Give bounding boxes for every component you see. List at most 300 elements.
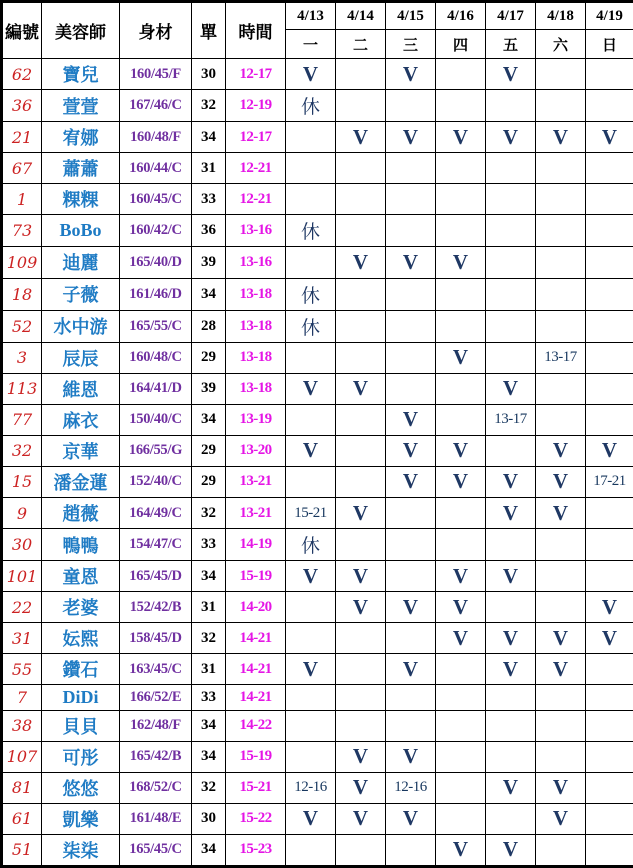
work-hours: 13-19 [226,404,286,435]
table-row [2,529,633,561]
figure-stats: 160/48/F [120,122,192,153]
unit-count: 31 [192,654,226,685]
table-row [2,466,633,497]
beautician-name: DiDi [42,685,120,710]
schedule-cell [286,710,336,741]
figure-stats: 161/46/D [120,278,192,310]
schedule-cell [386,834,436,866]
schedule-cell: 12-16 [286,772,336,803]
work-hours: 14-21 [226,623,286,654]
unit-count: 34 [192,404,226,435]
header-weekday-4: 四 [436,30,486,59]
work-hours: 13-18 [226,373,286,404]
schedule-cell: V [436,623,486,654]
schedule-cell [586,834,633,866]
header-weekday-7: 日 [586,30,633,59]
work-hours: 12-17 [226,122,286,153]
schedule-cell [286,153,336,184]
schedule-cell: 休 [286,215,336,247]
schedule-cell [386,184,436,215]
work-hours: 14-21 [226,654,286,685]
table-body [2,59,633,867]
schedule-cell [386,561,436,592]
header-beautician: 美容師 [42,2,120,59]
table-row [2,772,633,803]
schedule-cell: V [486,373,536,404]
table-row [2,278,633,310]
unit-count: 36 [192,215,226,247]
beautician-name: 麻衣 [42,404,120,435]
unit-count: 30 [192,59,226,90]
schedule-cell [436,310,486,342]
figure-stats: 165/55/C [120,310,192,342]
schedule-cell [586,654,633,685]
schedule-cell [486,592,536,623]
header-id: 編號 [2,2,42,59]
schedule-cell: V [286,654,336,685]
table-row [2,122,633,153]
table-row [2,623,633,654]
schedule-cell [436,404,486,435]
schedule-cell [486,342,536,373]
beautician-id: 30 [2,529,42,561]
beautician-id: 113 [2,373,42,404]
schedule-cell [286,184,336,215]
schedule-cell [336,215,386,247]
schedule-cell [536,373,586,404]
table-row [2,741,633,772]
unit-count: 31 [192,153,226,184]
beautician-id: 32 [2,435,42,466]
work-hours: 13-16 [226,215,286,247]
schedule-cell: V [486,654,536,685]
schedule-cell [336,623,386,654]
schedule-cell: V [586,435,633,466]
schedule-cell: V [436,561,486,592]
schedule-cell [386,498,436,529]
beautician-id: 38 [2,710,42,741]
schedule-cell [486,710,536,741]
schedule-cell [486,741,536,772]
schedule-cell [536,184,586,215]
schedule-cell: V [486,59,536,90]
work-hours: 12-21 [226,153,286,184]
schedule-cell [286,466,336,497]
schedule-cell: V [536,803,586,834]
schedule-cell [436,741,486,772]
figure-stats: 160/48/C [120,342,192,373]
schedule-cell: 13-17 [486,404,536,435]
schedule-cell: V [436,342,486,373]
unit-count: 32 [192,623,226,654]
schedule-cell [386,278,436,310]
beautician-id: 77 [2,404,42,435]
schedule-cell [336,654,386,685]
work-hours: 14-21 [226,685,286,710]
schedule-cell [386,310,436,342]
work-hours: 15-23 [226,834,286,866]
schedule-cell [336,466,386,497]
beautician-id: 61 [2,803,42,834]
schedule-cell: V [586,592,633,623]
schedule-cell [336,184,386,215]
header-weekday-6: 六 [536,30,586,59]
unit-count: 28 [192,310,226,342]
schedule-cell: V [536,654,586,685]
schedule-cell: V [336,741,386,772]
beautician-name: BoBo [42,215,120,247]
unit-count: 33 [192,529,226,561]
schedule-cell [536,59,586,90]
figure-stats: 163/45/C [120,654,192,685]
schedule-cell: V [486,561,536,592]
work-hours: 15-21 [226,772,286,803]
unit-count: 33 [192,685,226,710]
schedule-cell: V [436,466,486,497]
table-row [2,404,633,435]
beautician-name: 寶兒 [42,59,120,90]
work-hours: 14-20 [226,592,286,623]
schedule-cell [286,592,336,623]
schedule-cell: V [336,373,386,404]
schedule-cell: V [336,592,386,623]
work-hours: 15-19 [226,561,286,592]
table-row [2,153,633,184]
header-date-4: 4/16 [436,2,486,30]
work-hours: 15-22 [226,803,286,834]
schedule-cell [586,685,633,710]
beautician-id: 51 [2,834,42,866]
schedule-cell [586,59,633,90]
unit-count: 32 [192,498,226,529]
schedule-cell [336,710,386,741]
schedule-cell [486,247,536,278]
beautician-id: 9 [2,498,42,529]
schedule-cell [586,90,633,122]
table-row [2,310,633,342]
schedule-cell: V [286,435,336,466]
table-row [2,215,633,247]
schedule-cell: V [386,803,436,834]
schedule-cell [586,215,633,247]
schedule-cell: V [436,435,486,466]
figure-stats: 164/41/D [120,373,192,404]
table-row [2,342,633,373]
schedule-cell [536,592,586,623]
header-figure: 身材 [120,2,192,59]
schedule-cell [336,529,386,561]
unit-count: 34 [192,741,226,772]
unit-count: 29 [192,435,226,466]
schedule-cell [286,685,336,710]
schedule-cell: V [436,247,486,278]
work-hours: 15-19 [226,741,286,772]
schedule-cell: V [436,834,486,866]
beautician-id: 7 [2,685,42,710]
beautician-name: 萱萱 [42,90,120,122]
schedule-cell [586,310,633,342]
schedule-cell: 13-17 [536,342,586,373]
schedule-cell [586,561,633,592]
beautician-id: 109 [2,247,42,278]
schedule-cell [536,215,586,247]
beautician-id: 36 [2,90,42,122]
header-weekday-1: 一 [286,30,336,59]
work-hours: 12-19 [226,90,286,122]
figure-stats: 166/52/E [120,685,192,710]
work-hours: 12-21 [226,184,286,215]
figure-stats: 165/45/C [120,834,192,866]
figure-stats: 152/42/B [120,592,192,623]
table-row [2,247,633,278]
table-row [2,59,633,90]
schedule-cell [436,685,486,710]
schedule-cell [586,529,633,561]
schedule-cell [586,710,633,741]
beautician-id: 101 [2,561,42,592]
work-hours: 13-16 [226,247,286,278]
work-hours: 12-17 [226,59,286,90]
schedule-cell: V [386,741,436,772]
beautician-id: 15 [2,466,42,497]
schedule-cell: V [486,834,536,866]
beautician-id: 31 [2,623,42,654]
schedule-cell [586,498,633,529]
table-row [2,435,633,466]
schedule-cell: V [336,803,386,834]
schedule-cell [436,373,486,404]
table-row [2,685,633,710]
schedule-cell: V [486,498,536,529]
schedule-cell: V [536,498,586,529]
schedule-cell: V [486,623,536,654]
schedule-cell [586,404,633,435]
work-hours: 14-19 [226,529,286,561]
header-date-7: 4/19 [586,2,633,30]
header-date-5: 4/17 [486,2,536,30]
schedule-cell: V [386,654,436,685]
schedule-cell: V [386,466,436,497]
schedule-cell: V [286,59,336,90]
figure-stats: 154/47/C [120,529,192,561]
beautician-name: 子薇 [42,278,120,310]
unit-count: 30 [192,803,226,834]
schedule-cell [486,310,536,342]
schedule-cell [286,342,336,373]
figure-stats: 158/45/D [120,623,192,654]
unit-count: 32 [192,772,226,803]
schedule-cell [586,803,633,834]
schedule-cell [586,153,633,184]
schedule-cell: V [386,122,436,153]
figure-stats: 152/40/C [120,466,192,497]
schedule-cell: V [536,772,586,803]
beautician-name: 鴨鴨 [42,529,120,561]
unit-count: 29 [192,342,226,373]
schedule-cell: V [536,466,586,497]
beautician-name: 趙薇 [42,498,120,529]
schedule-cell: 休 [286,90,336,122]
beautician-name: 粿粿 [42,184,120,215]
schedule-cell [436,710,486,741]
schedule-cell: V [336,772,386,803]
schedule-cell [336,435,386,466]
schedule-cell: 17-21 [586,466,633,497]
schedule-cell [436,278,486,310]
beautician-name: 童恩 [42,561,120,592]
beautician-name: 蕭蕭 [42,153,120,184]
beautician-id: 62 [2,59,42,90]
beautician-id: 52 [2,310,42,342]
figure-stats: 160/45/C [120,184,192,215]
schedule-cell: V [386,592,436,623]
schedule-cell [336,153,386,184]
header-date-3: 4/15 [386,2,436,30]
table-row [2,561,633,592]
unit-count: 31 [192,592,226,623]
schedule-cell: V [336,498,386,529]
table-row [2,90,633,122]
schedule-cell: V [536,623,586,654]
table-row [2,710,633,741]
beautician-name: 迪麗 [42,247,120,278]
schedule-cell [436,90,486,122]
unit-count: 32 [192,90,226,122]
schedule-cell [536,834,586,866]
schedule-cell [536,310,586,342]
schedule-cell [486,685,536,710]
schedule-cell [436,654,486,685]
schedule-cell [286,741,336,772]
schedule-cell [536,685,586,710]
beautician-id: 55 [2,654,42,685]
schedule-cell: 15-21 [286,498,336,529]
table-row [2,803,633,834]
schedule-cell [386,710,436,741]
beautician-name: 妘熙 [42,623,120,654]
work-hours: 13-21 [226,498,286,529]
beautician-name: 京華 [42,435,120,466]
schedule-cell [336,342,386,373]
figure-stats: 164/49/C [120,498,192,529]
schedule-cell [536,247,586,278]
schedule-cell [486,803,536,834]
schedule-cell: V [386,435,436,466]
schedule-cell [386,685,436,710]
schedule-cell: V [536,435,586,466]
schedule-cell [386,342,436,373]
schedule-cell [386,623,436,654]
schedule-cell [486,90,536,122]
unit-count: 34 [192,561,226,592]
work-hours: 13-18 [226,310,286,342]
schedule-cell: 12-16 [386,772,436,803]
unit-count: 29 [192,466,226,497]
schedule-cell [536,741,586,772]
schedule-cell [436,184,486,215]
schedule-cell [536,529,586,561]
header-weekday-5: 五 [486,30,536,59]
unit-count: 34 [192,122,226,153]
figure-stats: 168/52/C [120,772,192,803]
beautician-id: 22 [2,592,42,623]
schedule-cell: V [586,623,633,654]
figure-stats: 165/40/D [120,247,192,278]
schedule-cell [386,373,436,404]
schedule-cell [586,278,633,310]
schedule-cell [436,498,486,529]
figure-stats: 160/44/C [120,153,192,184]
schedule-cell [436,215,486,247]
schedule-cell: V [336,247,386,278]
beautician-name: 維恩 [42,373,120,404]
work-hours: 13-18 [226,278,286,310]
schedule-cell [486,435,536,466]
beautician-name: 凱樂 [42,803,120,834]
schedule-cell [586,184,633,215]
schedule-cell [536,561,586,592]
beautician-id: 1 [2,184,42,215]
schedule-cell: V [486,122,536,153]
schedule-cell: V [386,404,436,435]
schedule-cell [586,373,633,404]
schedule-cell [286,122,336,153]
table-row [2,592,633,623]
figure-stats: 165/45/D [120,561,192,592]
schedule-cell [436,59,486,90]
schedule-cell [586,342,633,373]
figure-stats: 150/40/C [120,404,192,435]
schedule-cell [336,310,386,342]
schedule-cell [536,278,586,310]
table-row [2,834,633,866]
schedule-cell [336,404,386,435]
unit-count: 33 [192,184,226,215]
schedule-cell [486,184,536,215]
work-hours: 13-21 [226,466,286,497]
schedule-cell [436,153,486,184]
beautician-id: 107 [2,741,42,772]
schedule-cell [486,153,536,184]
work-hours: 14-22 [226,710,286,741]
schedule-cell [436,529,486,561]
table-row [2,184,633,215]
table-row [2,654,633,685]
schedule-cell [286,247,336,278]
schedule-cell: V [536,122,586,153]
schedule-cell [336,685,386,710]
figure-stats: 165/42/B [120,741,192,772]
schedule-cell: V [286,803,336,834]
schedule-cell: V [486,772,536,803]
header-time: 時間 [226,2,286,59]
beautician-name: 鑽石 [42,654,120,685]
schedule-cell [386,215,436,247]
table-row [2,498,633,529]
schedule-cell [386,529,436,561]
work-hours: 13-20 [226,435,286,466]
figure-stats: 166/55/G [120,435,192,466]
schedule-cell [286,834,336,866]
schedule-cell [336,834,386,866]
beautician-id: 81 [2,772,42,803]
beautician-name: 宥娜 [42,122,120,153]
unit-count: 34 [192,834,226,866]
schedule-cell [586,772,633,803]
schedule-cell [336,59,386,90]
beautician-id: 3 [2,342,42,373]
schedule-cell [586,741,633,772]
